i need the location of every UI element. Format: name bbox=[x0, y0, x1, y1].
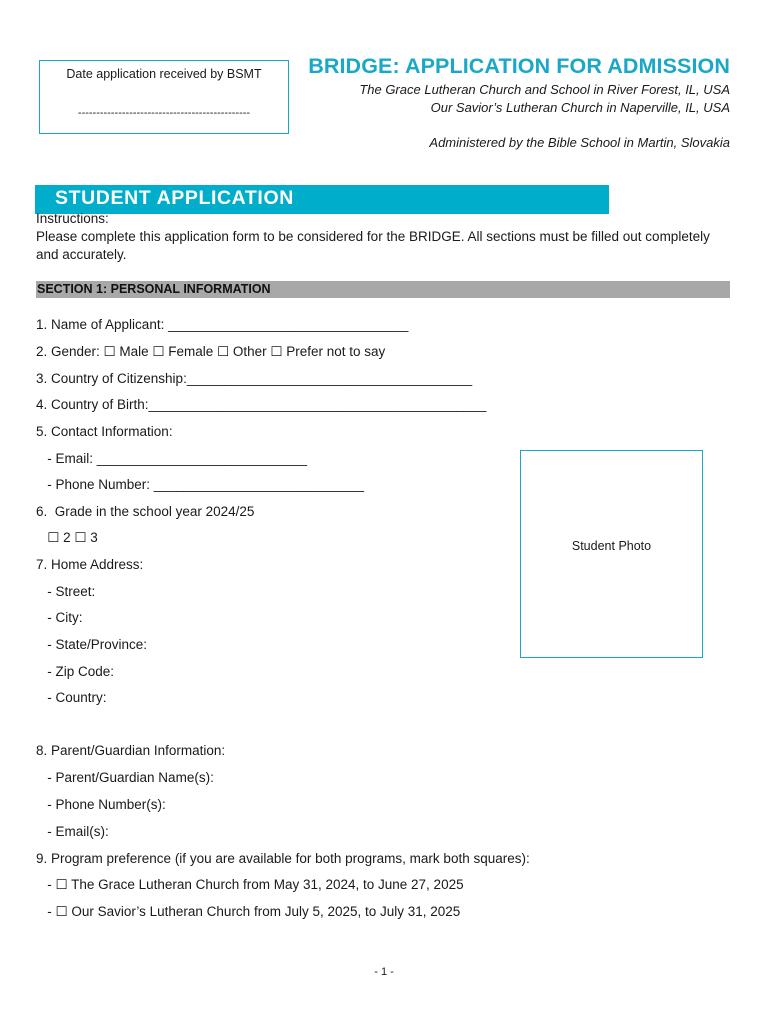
date-received-box bbox=[39, 60, 289, 134]
student-photo-label: Student Photo bbox=[571, 539, 652, 553]
home-address-label: 7. Home Address: bbox=[36, 557, 144, 572]
field-zip-code[interactable]: - Zip Code: bbox=[36, 664, 115, 679]
parent-guardian-label: 8. Parent/Guardian Information: bbox=[36, 743, 226, 758]
field-city[interactable]: - City: bbox=[36, 610, 83, 625]
instructions bbox=[36, 210, 716, 264]
option-grace-lutheran[interactable]: - ☐ The Grace Lutheran Church from May 31, 2024, to June 27, 2025 bbox=[36, 877, 464, 892]
contact-information-label: 5. Contact Information: bbox=[36, 424, 173, 439]
page-title: BRIDGE: APPLICATION FOR ADMISSION bbox=[308, 54, 730, 78]
field-gender[interactable]: 2. Gender: ☐ Male ☐ Female ☐ Other ☐ Prefer not to say bbox=[36, 344, 386, 359]
section-1-header: SECTION 1: PERSONAL INFORMATION bbox=[36, 281, 730, 298]
date-received-line: ----------------------------------------------- bbox=[77, 107, 251, 119]
subtitle-grace: The Grace Lutheran Church and School in River Forest, IL, USA bbox=[359, 82, 730, 97]
subtitle-administered: Administered by the Bible School in Martin, Slovakia bbox=[429, 135, 730, 150]
field-country[interactable]: - Country: bbox=[36, 690, 107, 705]
subtitle-our-savior: Our Savior’s Lutheran Church in Naperville, IL, USA bbox=[430, 100, 730, 115]
field-parent-phone-numbers[interactable]: - Phone Number(s): bbox=[36, 797, 166, 812]
field-phone-number[interactable]: - Phone Number: ____________________________ bbox=[36, 477, 365, 492]
student-photo-box bbox=[520, 450, 703, 658]
option-our-savior[interactable]: - ☐ Our Savior’s Lutheran Church from July 5, 2025, to July 31, 2025 bbox=[36, 904, 461, 919]
field-street[interactable]: - Street: bbox=[36, 584, 96, 599]
field-state-province[interactable]: - State/Province: bbox=[36, 637, 148, 652]
page-number: - 1 - bbox=[374, 966, 394, 978]
instructions-heading: Instructions: bbox=[36, 211, 109, 226]
field-country-of-citizenship[interactable]: 3. Country of Citizenship:______________________________________ bbox=[36, 371, 473, 386]
program-preference-label: 9. Program preference (if you are available for both programs, mark both squares): bbox=[36, 851, 530, 866]
field-parent-emails[interactable]: - Email(s): bbox=[36, 824, 109, 839]
date-received-label: Date application received by BSMT bbox=[66, 67, 262, 81]
grade-label: 6. Grade in the school year 2024/25 bbox=[36, 504, 255, 519]
field-parent-guardian-names[interactable]: - Parent/Guardian Name(s): bbox=[36, 770, 214, 785]
field-country-of-birth[interactable]: 4. Country of Birth:_____________________________________________ bbox=[36, 397, 487, 412]
field-name-of-applicant[interactable]: 1. Name of Applicant: ________________________________ bbox=[36, 317, 409, 332]
student-application-banner: STUDENT APPLICATION bbox=[35, 185, 609, 214]
instructions-text: Please complete this application form to be considered for the BRIDGE. All sections must be filled out completely and accurately. bbox=[36, 229, 710, 262]
field-email[interactable]: - Email: ____________________________ bbox=[36, 451, 307, 466]
field-grade-checkboxes[interactable]: ☐ 2 ☐ 3 bbox=[36, 530, 98, 545]
